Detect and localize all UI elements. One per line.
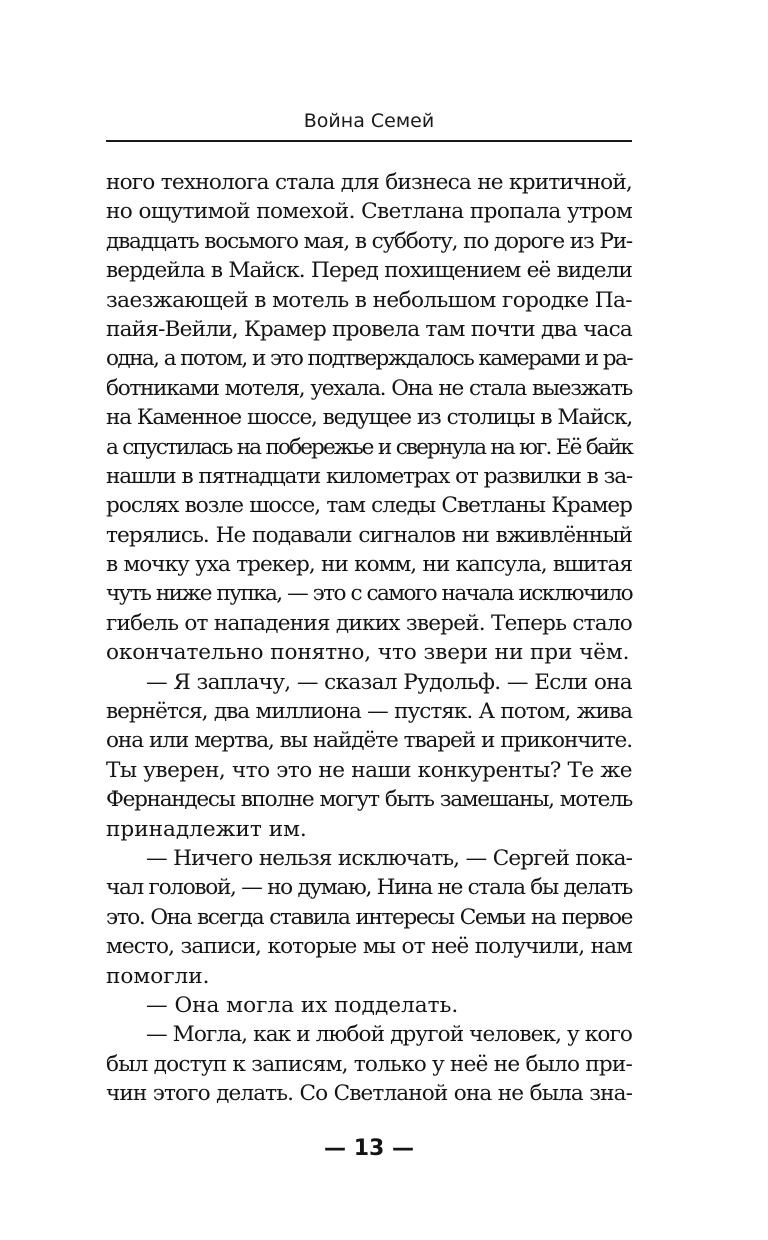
text-line: ботниками мотеля, уехала. Она не стала выезжать bbox=[106, 375, 632, 401]
text-line: Фернандесы вполне могут быть замешаны, мотель bbox=[106, 787, 632, 813]
page-number: — 13 — bbox=[324, 1136, 414, 1161]
text-line: был доступ к записям, только у неё не было при- bbox=[106, 1051, 632, 1077]
text-line: — Она могла их подделать. bbox=[146, 992, 459, 1018]
text-line: помогли. bbox=[106, 963, 210, 989]
text-line: терялись. Не подавали сигналов ни вживлённый bbox=[106, 522, 632, 548]
text-line: — Я заплачу, — сказал Рудольф. — Если она bbox=[146, 669, 632, 695]
text-line: рослях возле шоссе, там следы Светланы Крамер bbox=[106, 493, 632, 519]
text-line: это. Она всегда ставила интересы Семьи на первое bbox=[106, 904, 632, 930]
text-line: двадцать восьмого мая, в субботу, по дороге из Ри- bbox=[106, 228, 632, 254]
text-line: — Могла, как и любой другой человек, у кого bbox=[146, 1022, 632, 1048]
header-rule bbox=[106, 140, 632, 142]
text-line: гибель от нападения диких зверей. Теперь стало bbox=[106, 610, 632, 636]
text-line: чуть ниже пупка, — это с самого начала исключило bbox=[106, 581, 632, 607]
running-head: Война Семей bbox=[303, 110, 435, 132]
text-line: место, записи, которые мы от неё получили, нам bbox=[106, 934, 632, 960]
text-line: заезжающей в мотель в небольшом городке Па- bbox=[106, 287, 632, 313]
text-line: нашли в пятнадцати километрах от развилки в за- bbox=[106, 463, 632, 489]
text-line: в мочку уха трекер, ни комм, ни капсула, вшитая bbox=[106, 552, 632, 578]
text-line: чал головой, — но думаю, Нина не стала бы делать bbox=[106, 875, 632, 901]
text-line: вердейла в Майск. Перед похищением её видели bbox=[106, 258, 632, 284]
text-line: на Каменное шоссе, ведущее из столицы в Майск, bbox=[106, 405, 632, 431]
text-line: ного технолога стала для бизнеса не критичной, bbox=[106, 170, 632, 195]
text-line: принадлежит им. bbox=[106, 816, 307, 842]
text-line: Ты уверен, что это не наши конкуренты? Те же bbox=[106, 757, 632, 783]
text-line: а спустилась на побережье и свернула на юг. Её байк bbox=[106, 434, 632, 460]
body-text bbox=[106, 168, 632, 1109]
text-line: окончательно понятно, что звери ни при чём. bbox=[106, 640, 630, 666]
text-line: — Ничего нельзя исключать, — Сергей пока- bbox=[146, 845, 632, 871]
text-line: чин этого делать. Со Светланой она не была зна- bbox=[106, 1081, 632, 1107]
text-line: но ощутимой помехой. Светлана пропала утром bbox=[106, 199, 633, 225]
text-line: вернётся, два миллиона — пустяк. А потом, жива bbox=[106, 699, 632, 725]
text-line: одна, а потом, и это подтверждалось камерами и ра- bbox=[106, 346, 632, 372]
text-line: она или мертва, вы найдёте тварей и прикончите. bbox=[106, 728, 632, 754]
text-line: пайя-Вейли, Крамер провела там почти два часа bbox=[106, 316, 632, 342]
